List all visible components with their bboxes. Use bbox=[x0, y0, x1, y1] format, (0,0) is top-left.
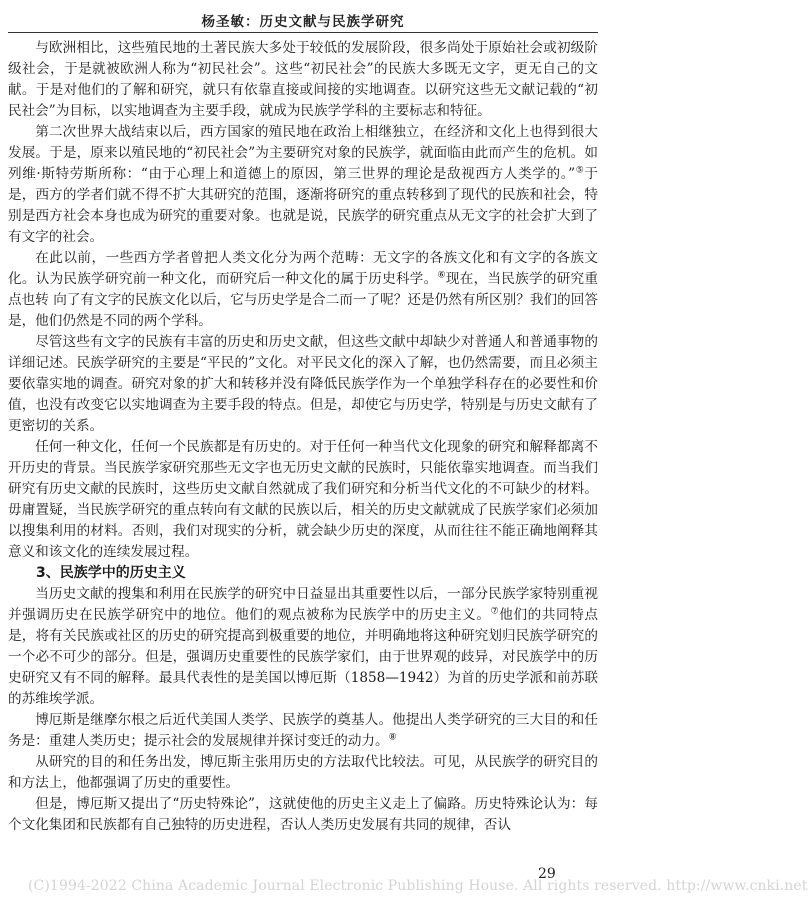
paragraph-text: 第二次世界大战结束以后，西方国家的殖民地在政治上相继独立，在经济和文化上也得到很大发展。于是，原来以殖民地的“初民社会”为主要研究对象的民族学，就面临由此而产生的危机。如列维·斯特劳斯所称：“由于心理上和道德上的原因，第三世界的理论是敌视西方人类学的。” bbox=[8, 124, 598, 182]
page-number: 29 bbox=[538, 866, 556, 882]
paragraph-text: 从研究的目的和任务出发，博厄斯主张用历史的方法取代比较法。可见，从民族学的研究目的和方法上，他都强调了历史的重要性。 bbox=[8, 754, 598, 791]
paragraph-text: 尽管这些有文字的民族有丰富的历史和历史文献，但这些文献中却缺少对普通人和普通事物的详细记述。民族学研究的主要是“平民的”文化。对平民文化的深入了解，也仍然需要，而且必须主要依靠实地的调查。研究对象的扩大和转移并没有降低民族学作为一个单独学科存在的必要性和价值，也没有改变它以实地调查为主要手段的特点。但是，却使它与历史学，特别是与历史文献有了更密切的关系。 bbox=[8, 334, 598, 434]
paragraph bbox=[8, 584, 598, 710]
paragraph-text: 与欧洲相比，这些殖民地的土著民族大多处于较低的发展阶段，很多尚处于原始社会或初级阶级社会，于是就被欧洲人称为“初民社会”。这些“初民社会”的民族大多既无文字，更无自己的文献。于是对他们的了解和研究，就只有依靠直接或间接的实地调查。以研究这些无文献记载的“初民社会”为目标，以实地调查为主要手段，就成为民族学学科的主要标志和特征。 bbox=[8, 40, 598, 119]
paragraph bbox=[8, 794, 598, 836]
paragraph bbox=[8, 38, 598, 122]
paragraph bbox=[8, 122, 598, 248]
paragraph bbox=[8, 332, 598, 437]
paragraph-text: 博厄斯是继摩尔根之后近代美国人类学、民族学的奠基人。他提出人类学研究的三大目的和任务是：重建人类历史；提示社会的发展规律并探讨变迁的动力。 bbox=[8, 712, 598, 749]
paragraph-text: 在此以前，一些西方学者曾把人类文化分为两个范畴：无文字的各族文化和有文字的各族文化。认为民族学研究前一种文化，而研究后一种文化的属于历史科学。 bbox=[8, 250, 598, 287]
section-heading: 3、民族学中的历史主义 bbox=[36, 565, 186, 581]
paragraph-text: 他们的共同特点是，将有关民族或社区的历史的研究提高到极重要的地位，并明确地将这种研究划归民族学研究的一个必不可少的部分。但是，强调历史重要性的民族学家们，由于世界观的歧异，对民族学中的历史研究又有不同的解释。最具代表性的是美国以博厄斯（1858—1942）为首的历史学派和前苏联的苏维埃学派。 bbox=[8, 607, 599, 707]
footnote-marker: ⑥ bbox=[437, 270, 446, 281]
footnote-marker: ⑧ bbox=[388, 732, 397, 743]
paragraph-text: 现在，当民族学的研究重点也转 向了有文字的民族文化以后，它与历史学是合二而一了呢？还是仍然有所区别？我们的回答是，他们仍然是不同的两个学科。 bbox=[8, 271, 599, 329]
article-body bbox=[8, 38, 598, 836]
footnote-marker: ⑤ bbox=[575, 165, 585, 176]
paragraph-text: 任何一种文化，任何一个民族都是有历史的。对于任何一种当代文化现象的研究和解释都离不开历史的背景。当民族学家研究那些无文字也无历史文献的民族时，只能依靠实地调查。而当我们研究有历史文献的民族时，这些历史文献自然就成了我们研究和分析当代文化的不可缺少的材料。毋庸置疑，当民族学研究的重点转向有文献的民族以后，相关的历史文献就成了民族学家们必须加以搜集利用的材料。否则，我们对现实的分析，就会缺少历史的深度，从而往往不能正确地阐释其意义和该文化的连续发展过程。 bbox=[8, 439, 598, 560]
paragraph-text: 当历史文献的搜集和利用在民族学的研究中日益显出其重要性以后，一部分民族学家特别重视并强调历史在民族学研究中的地位。他们的观点被称为民族学中的历史主义。 bbox=[8, 586, 598, 623]
copyright-watermark: (C)1994-2022 China Academic Journal Electronic Publishing House. All rights reserved. http://www.cnki.net bbox=[28, 878, 808, 894]
running-head: 杨圣敏：历史文献与民族学研究 bbox=[201, 14, 405, 30]
paragraph bbox=[8, 437, 598, 563]
footnote-marker: ⑦ bbox=[490, 606, 500, 617]
paragraph-text: 但是，博厄斯又提出了“历史特殊论”，这就使他的历史主义走上了偏路。历史特殊论认为：每个文化集团和民族都有自己独特的历史进程，否认人类历史发展有共同的规律，否认 bbox=[8, 796, 598, 833]
header-rule bbox=[8, 32, 598, 33]
paragraph bbox=[8, 248, 598, 332]
paragraph bbox=[8, 710, 598, 752]
paragraph bbox=[8, 752, 598, 794]
paragraph-text: 于是，西方的学者们就不得不扩大其研究的范围，逐渐将研究的重点转移到了现代的民族和社会，特别是西方社会本身也成为研究的重要对象。也就是说，民族学的研究重点从无文字的社会扩大到了有文字的社会。 bbox=[8, 166, 599, 245]
